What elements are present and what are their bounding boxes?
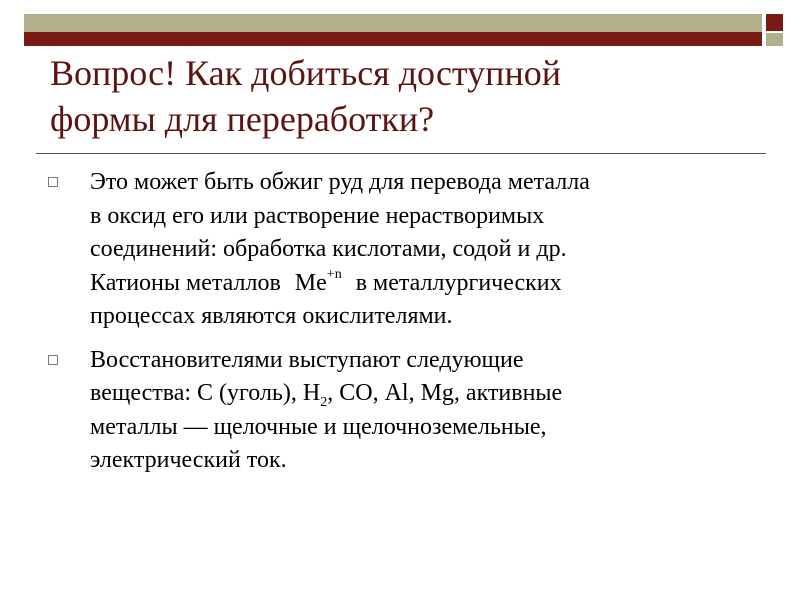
slide-title — [50, 50, 770, 142]
hollow-square-icon — [48, 177, 58, 187]
bullet-item-roasting — [40, 166, 760, 334]
header-bar-olive — [24, 14, 762, 32]
bullet-item-reducers — [40, 344, 760, 478]
bullet-1-line-1: Это может быть обжиг руд для перевода металла — [90, 169, 590, 195]
hydrogen-subscript: 2 — [320, 395, 328, 410]
slide-title-line-1: Вопрос! Как добиться доступной — [50, 53, 561, 93]
reducers-list-text: , СО, Al, Mg, активные — [327, 380, 563, 406]
ion-charge: +n — [326, 266, 342, 282]
slide-content — [40, 166, 760, 488]
title-divider — [36, 153, 766, 154]
header-bar-maroon — [24, 32, 762, 46]
hollow-square-icon — [48, 355, 58, 365]
corner-square-maroon — [766, 14, 783, 31]
bullet-1-line-3: соединений: обработка кислотами, содой и др. — [90, 236, 567, 262]
slide-title-line-2: формы для переработки? — [50, 99, 435, 139]
metallurgical-text: в металлургических — [355, 269, 562, 296]
bullet-2-line-4: электрический ток. — [90, 447, 287, 473]
substances-text: вещества: С (уголь), Н — [90, 380, 321, 406]
bullet-1-line-5: процессах являются окислителями. — [90, 303, 453, 329]
metal-ion-symbol: Me — [294, 269, 327, 296]
bullet-1-line-2: в оксид его или растворение нерастворимых — [90, 202, 545, 229]
bullet-1-line-4 — [90, 267, 760, 301]
bullet-2-line-3: металлы — щелочные и щелочноземельные, — [90, 413, 547, 440]
bullet-2-line-1: Восстановителями выступают следующие — [90, 346, 524, 373]
corner-square-olive — [766, 33, 783, 46]
bullet-2-line-2 — [90, 377, 760, 411]
cations-text: Катионы металлов — [90, 269, 281, 296]
